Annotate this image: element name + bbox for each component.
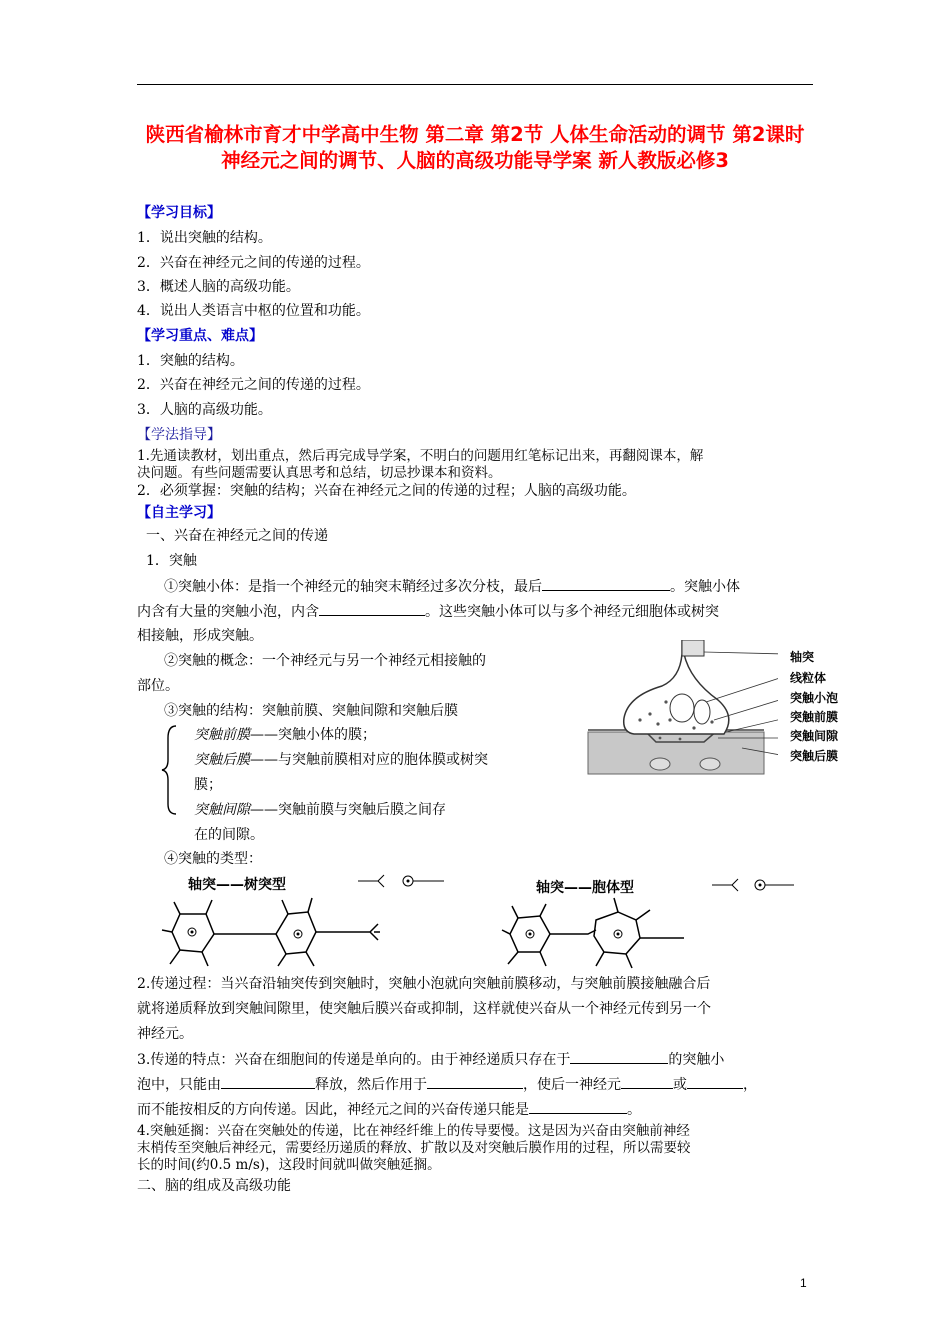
goal-item: 1．说出突触的结构。 xyxy=(137,230,272,246)
keypoint-item: 3．人脑的高级功能。 xyxy=(137,402,272,418)
blank-field[interactable] xyxy=(570,1049,668,1064)
goal-item: 4．说出人类语言中枢的位置和功能。 xyxy=(137,303,370,319)
diagram-label: 突触间隙 xyxy=(790,729,839,743)
part-heading: 二、脑的组成及高级功能 xyxy=(137,1178,291,1194)
synapse-type-label: 轴突——胞体型 xyxy=(536,880,634,896)
brace-icon xyxy=(160,724,182,816)
structure-item: 在的间隙。 xyxy=(194,827,264,843)
paragraph-line: 3.传递的特点：兴奋在细胞间的传递是单向的。由于神经递质只存在于 的突触小 xyxy=(137,1049,724,1070)
sub-heading: 1．突触 xyxy=(146,553,197,569)
paragraph-line: ②突触的概念：一个神经元与另一个神经元相接触的 xyxy=(164,653,486,669)
keypoints-heading: 【学习重点、难点】 xyxy=(137,328,263,344)
paragraph-line: 相接触，形成突触。 xyxy=(137,628,263,644)
method-text: 决问题。有些问题需要认真思考和总结，切忌抄课本和资料。 xyxy=(137,465,502,481)
part-heading: 一、兴奋在神经元之间的传递 xyxy=(146,528,328,544)
paragraph-line: 末梢传至突触后神经元，需要经历递质的释放、扩散以及对突触后膜作用的过程，所以需要较 xyxy=(137,1140,691,1156)
blank-field[interactable] xyxy=(621,1074,673,1089)
self-study-heading: 【自主学习】 xyxy=(137,505,221,521)
structure-item: 突触前膜——突触小体的膜； xyxy=(194,727,376,743)
paragraph-line: 就将递质释放到突触间隙里，使突触后膜兴奋或抑制，这样就使兴奋从一个神经元传到另一个 xyxy=(137,1001,711,1017)
diagram-label: 线粒体 xyxy=(790,671,827,685)
method-text: 1.先通读教材，划出重点，然后再完成导学案，不明白的问题用红笔标记出来，再翻阅课本，解 xyxy=(137,448,704,464)
document-title: 陕西省榆林市育才中学高中生物 第二章 第2节 人体生命活动的调节 第2课时 神经元之间的调节、人脑的高级功能导学案 新人教版必修3 xyxy=(145,123,805,172)
axon-dendrite-neurons xyxy=(160,894,382,970)
diagram-label: 轴突 xyxy=(790,650,815,664)
blank-field[interactable] xyxy=(319,601,425,616)
goals-heading: 【学习目标】 xyxy=(137,205,221,221)
paragraph-line: 部位。 xyxy=(137,678,179,694)
blank-field[interactable] xyxy=(542,576,670,591)
method-text: 2．必须掌握：突触的结构；兴奋在神经元之间的传递的过程；人脑的高级功能。 xyxy=(137,483,636,499)
synapse-diagram xyxy=(586,640,778,776)
blank-field[interactable] xyxy=(687,1074,743,1089)
paragraph-line: ④突触的类型： xyxy=(164,851,262,867)
paragraph-line: ③突触的结构：突触前膜、突触间隙和突触后膜 xyxy=(164,703,458,719)
goal-item: 2．兴奋在神经元之间的传递的过程。 xyxy=(137,255,370,271)
method-heading: 【学法指导】 xyxy=(137,427,221,443)
structure-item: 突触后膜——与突触前膜相对应的胞体膜或树突 xyxy=(194,752,488,768)
paragraph-line: 而不能按相反的方向传递。因此，神经元之间的兴奋传递只能是 。 xyxy=(137,1099,641,1120)
paragraph-line: ①突触小体：是指一个神经元的轴突末鞘经过多次分枝，最后 。突触小体 xyxy=(164,576,740,597)
diagram-label: 突触后膜 xyxy=(790,749,839,763)
synapse-symbol-icon xyxy=(710,876,796,894)
paragraph-line: 长的时间(约0.5 m/s)，这段时间就叫做突触延搁。 xyxy=(137,1157,441,1173)
diagram-label: 突触小泡 xyxy=(790,691,839,705)
paragraph-line: 4.突触延搁：兴奋在突触处的传递，比在神经纤维上的传导要慢。这是因为兴奋由突触前神经 xyxy=(137,1123,690,1139)
paragraph-line: 2.传递过程：当兴奋沿轴突传到突触时，突触小泡就向突触前膜移动，与突触前膜接触融合后 xyxy=(137,976,711,992)
paragraph-line: 内含有大量的突触小泡，内含 。这些突触小体可以与多个神经元细胞体或树突 xyxy=(137,601,719,622)
paragraph-line: 神经元。 xyxy=(137,1026,193,1042)
synapse-type-label: 轴突——树突型 xyxy=(188,877,286,893)
blank-field[interactable] xyxy=(427,1074,523,1089)
synapse-symbol-icon xyxy=(356,872,446,890)
paragraph-line: 泡中，只能由 释放，然后作用于 ，使后一神经元 或 ， xyxy=(137,1074,757,1095)
axon-soma-neurons xyxy=(500,896,690,970)
page-number: 1 xyxy=(800,1276,807,1290)
blank-field[interactable] xyxy=(529,1099,627,1114)
structure-item: 膜； xyxy=(194,777,222,793)
goal-item: 3．概述人脑的高级功能。 xyxy=(137,279,300,295)
blank-field[interactable] xyxy=(221,1074,315,1089)
keypoint-item: 1．突触的结构。 xyxy=(137,353,244,369)
structure-item: 突触间隙——突触前膜与突触后膜之间存 xyxy=(194,802,446,818)
keypoint-item: 2．兴奋在神经元之间的传递的过程。 xyxy=(137,377,370,393)
diagram-label: 突触前膜 xyxy=(790,710,839,724)
top-rule xyxy=(137,84,813,85)
